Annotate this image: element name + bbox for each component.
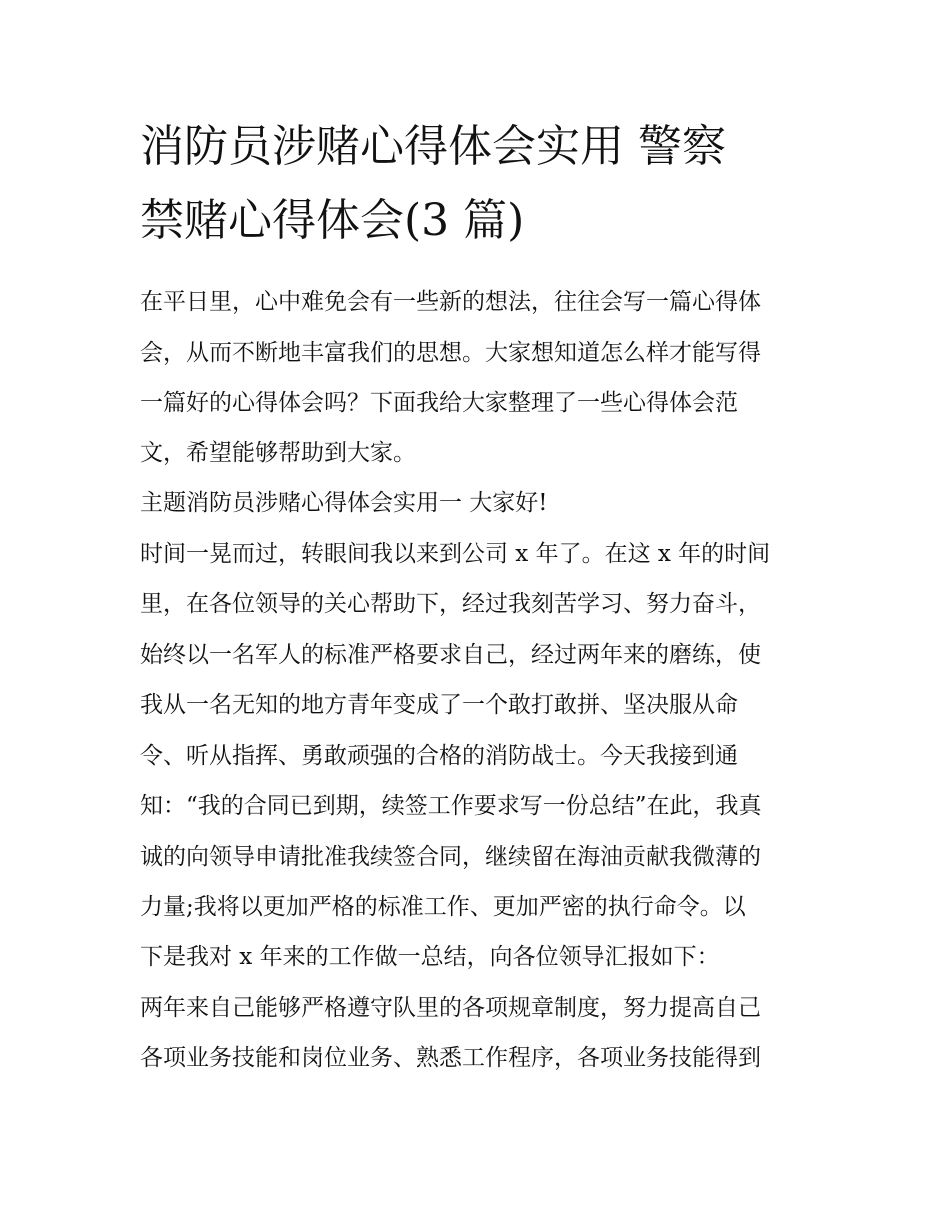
paragraph-line: 一篇好的心得体会吗？下面我给大家整理了一些心得体会范: [140, 390, 738, 416]
paragraph-line: 两年来自己能够严格遵守队里的各项规章制度，努力提高自己: [140, 995, 761, 1021]
paragraph-line: 始终以一名军人的标准严格要求自己，经过两年来的磨练，使: [140, 642, 761, 668]
paragraph-line: 会，从而不断地丰富我们的思想。大家想知道怎么样才能写得: [140, 340, 761, 366]
paragraph-line: 令、听从指挥、勇敢顽强的合格的消防战士。今天我接到通: [140, 743, 738, 769]
paragraph-line: 下是我对 x 年来的工作做一总结，向各位领导汇报如下：: [140, 944, 720, 970]
document-title-line-2: 禁赌心得体会(3 篇): [140, 195, 525, 246]
paragraph-line: 主题消防员涉赌心得体会实用一 大家好!: [140, 490, 548, 516]
paragraph-line: 我从一名无知的地方青年变成了一个敢打敢拼、坚决服从命: [140, 692, 738, 718]
paragraph-line: 里，在各位领导的关心帮助下，经过我刻苦学习、努力奋斗，: [140, 591, 761, 617]
paragraph-line: 力量;我将以更加严格的标准工作、更加严密的执行命令。以: [140, 894, 746, 920]
paragraph-line: 诚的向领导申请批准我续签合同，继续留在海油贡献我微薄的: [140, 844, 761, 870]
paragraph-line: 各项业务技能和岗位业务、熟悉工作程序，各项业务技能得到: [140, 1045, 761, 1071]
document-title-line-1: 消防员涉赌心得体会实用 警察: [140, 121, 726, 172]
paragraph-line: 知：“我的合同已到期，续签工作要求写一份总结”在此，我真: [140, 793, 762, 819]
paragraph-line: 在平日里，心中难免会有一些新的想法，往往会写一篇心得体: [140, 289, 761, 315]
paragraph-line: 时间一晃而过，转眼间我以来到公司 x 年了。在这 x 年的时间: [140, 541, 771, 567]
paragraph-line: 文，希望能够帮助到大家。: [140, 440, 416, 466]
